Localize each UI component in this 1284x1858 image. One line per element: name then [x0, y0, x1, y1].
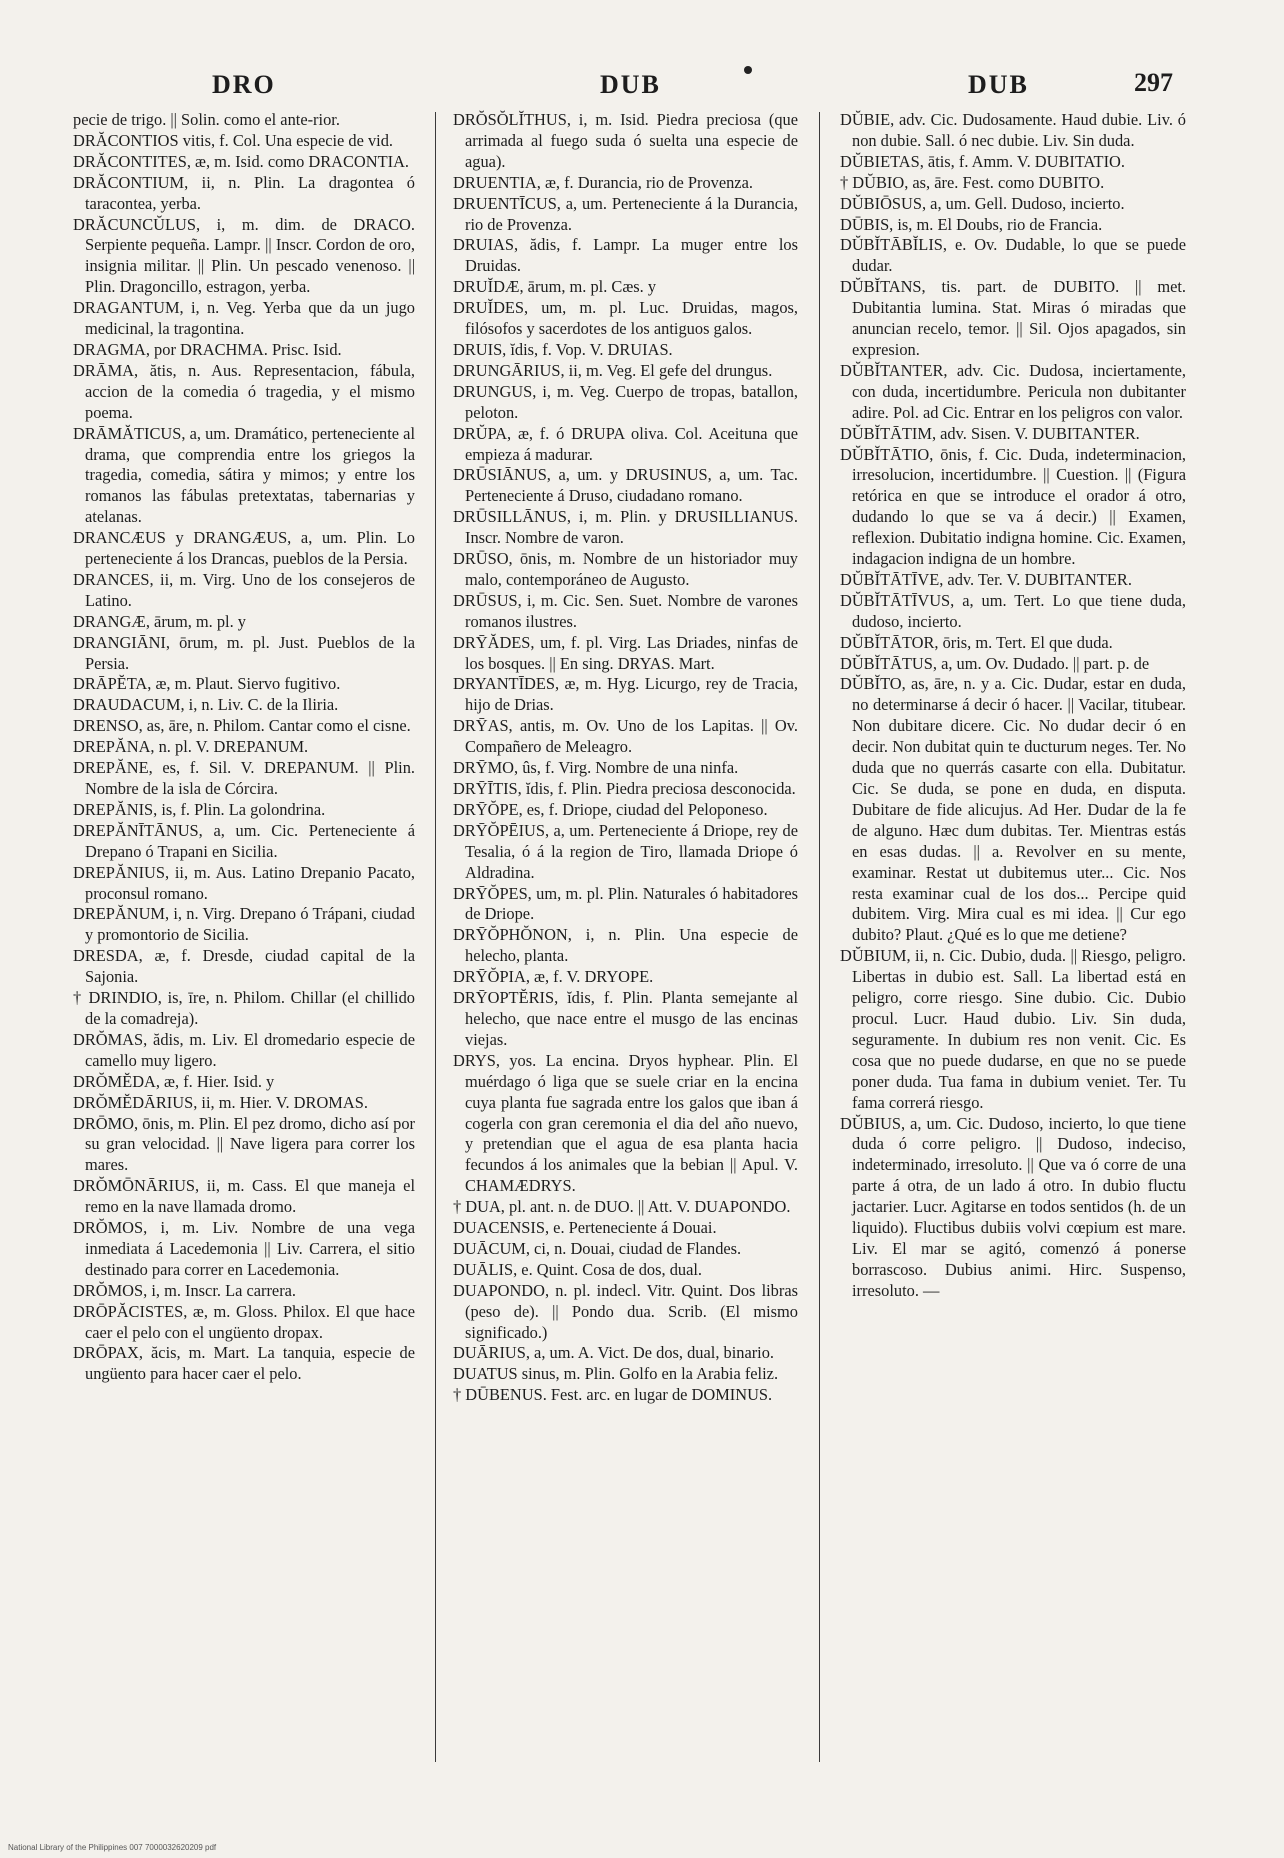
- dictionary-entry: DRYS, yos. La encina. Dryos hyphear. Plin. El muérdago ó liga que se suele criar en la encina cuya planta fue sagrada entre los galos que iban á cogerla con gran ceremonia el dia del año nuevo, y pretendian que el agua de esa planta hacia fecundos á los animales que la bebian || Apul. V. CHAMÆDRYS.: [453, 1050, 798, 1196]
- scan-credit: National Library of the Philippines 007 7000032620209 pdf: [8, 1843, 217, 1852]
- dictionary-entry: DRŎMOS, i, m. Liv. Nombre de una vega inmediata á Lacedemonia || Liv. Carrera, el sitio destinado para correr en Lacedemonia.: [73, 1218, 415, 1279]
- dictionary-entry: DREPĂNĪTĀNUS, a, um. Cic. Perteneciente á Drepano ó Trapani en Sicilia.: [73, 820, 415, 861]
- column-right: [840, 110, 1186, 1302]
- dictionary-entry: DRANGIĀNI, ōrum, m. pl. Just. Pueblos de la Persia.: [73, 632, 415, 673]
- dictionary-entry: DŬBĬTANS, tis. part. de DUBITO. || met. Dubitantia lumina. Stat. Miras ó miradas que anuncian recelo, temor. || Sil. Ojos apagados, sin expresion.: [840, 277, 1186, 359]
- column-divider: [435, 112, 436, 1762]
- dictionary-entry: DRŪSO, ōnis, m. Nombre de un historiador muy malo, contemporáneo de Augusto.: [453, 549, 798, 589]
- dictionary-entry: DRȲŎPHŎNON, i, n. Plin. Una especie de helecho, planta.: [453, 925, 798, 966]
- dictionary-entry: DRŎMAS, ădis, m. Liv. El dromedario especie de camello muy ligero.: [73, 1029, 415, 1070]
- dictionary-entry: DRĀMA, ătis, n. Aus. Representacion, fábula, accion de la comedia ó tragedia, y el mismo poema.: [73, 360, 415, 422]
- dictionary-entry: DŬBIUM, ii, n. Cic. Dubio, duda. || Riesgo, peligro. Libertas in dubio est. Sall. La libertad está en peligro, corre riesgo. Sine dubio. Cic. Dubio procul. Lucr. Haud dubio. Liv. Sin duda, seguramente. In dubium res non venit. Cic. Es cosa que no puede dudarse, en que no se puede poner duda. Tua fama in dubium veniet. Ter. Tu fama correrá riesgo.: [840, 946, 1186, 1112]
- dictionary-entry: DRŎMĔDA, æ, f. Hier. Isid. y: [73, 1071, 275, 1091]
- dictionary-entry: DRŌMO, ōnis, m. Plin. El pez dromo, dicho así por su gran velocidad. || Nave ligera para correr los mares.: [73, 1113, 415, 1175]
- dictionary-entry: DRUNGUS, i, m. Veg. Cuerpo de tropas, batallon, peloton.: [453, 381, 798, 422]
- dictionary-entry: DRŬPA, æ, f. ó DRUPA oliva. Col. Aceituna que empieza á madurar.: [453, 423, 798, 464]
- dictionary-entry: DRȲŎPIA, æ, f. V. DRYOPE.: [453, 967, 654, 987]
- dictionary-entry: DREPĂNE, es, f. Sil. V. DREPANUM. || Plin. Nombre de la isla de Córcira.: [73, 758, 415, 798]
- dictionary-entry: DUATUS sinus, m. Plin. Golfo en la Arabia feliz.: [453, 1364, 779, 1384]
- dictionary-entry: DŬBĬTĀTIM, adv. Sisen. V. DUBITANTER.: [840, 423, 1140, 443]
- page-number: 297: [1134, 68, 1173, 97]
- dictionary-entry: DREPĂNIS, is, f. Plin. La golondrina.: [73, 799, 326, 819]
- dictionary-entry: DRŌPĂCISTES, æ, m. Gloss. Philox. El que hace caer el pelo con el ungüento dropax.: [73, 1301, 415, 1342]
- dictionary-entry: DRȲŎPES, um, m. pl. Plin. Naturales ó habitadores de Driope.: [453, 883, 798, 924]
- column-divider: [819, 112, 820, 1762]
- dictionary-entry: DŬBĬTANTER, adv. Cic. Dudosa, inciertamente, con duda, incertidumbre. Pericula non dubitanter adire. Pol. ad Cic. Entrar en los peligros con valor.: [840, 360, 1186, 422]
- dictionary-entry: DUĀCUM, ci, n. Douai, ciudad de Flandes.: [453, 1238, 742, 1258]
- dictionary-entry: DRĂCONTIOS vitis, f. Col. Una especie de vid.: [73, 130, 394, 150]
- dictionary-entry: DŬBĬTĀTIO, ōnis, f. Cic. Duda, indeterminacion, irresolucion, incertidumbre. || Cuestion. || (Figura retórica en que se introduce el orador á otro, dudando lo que se va á decir.) || Examen, reflexion. Dubitatio indigna homine. Cic. Examen, indagacion indigna de un hombre.: [840, 444, 1186, 569]
- dictionary-entry: DUĀLIS, e. Quint. Cosa de dos, dual.: [453, 1259, 703, 1279]
- left-running-head: DRO: [212, 70, 276, 99]
- dictionary-entry: DRUENTIA, æ, f. Durancia, rio de Provenza.: [453, 172, 753, 192]
- dictionary-entry: DREPĂNUM, i, n. Virg. Drepano ó Trápani, ciudad y promontorio de Sicilia.: [73, 904, 415, 945]
- dictionary-entry: DŬBĬTĀTOR, ōris, m. Tert. El que duda.: [840, 632, 1113, 652]
- dictionary-entry: DRĂCONTIUM, ii, n. Plin. La dragontea ó taracontea, yerba.: [73, 172, 415, 213]
- dictionary-entry: DUAPONDO, n. pl. indecl. Vitr. Quint. Dos libras (peso de). || Pondo dua. Scrib. (El mismo significado.): [453, 1280, 798, 1342]
- dictionary-entry: DRŪSUS, i, m. Cic. Sen. Suet. Nombre de varones romanos ilustres.: [453, 590, 798, 631]
- dictionary-entry: DRȲAS, antis, m. Ov. Uno de los Lapitas. || Ov. Compañero de Meleagro.: [453, 716, 798, 757]
- dictionary-entry: DRUĬDÆ, ārum, m. pl. Cæs. y: [453, 277, 657, 297]
- dictionary-entry: DUACENSIS, e. Perteneciente á Douai.: [453, 1218, 717, 1238]
- dictionary-entry: DRUENTĪCUS, a, um. Perteneciente á la Durancia, rio de Provenza.: [453, 193, 798, 234]
- dictionary-entry: DŬBIE, adv. Cic. Dudosamente. Haud dubie. Liv. ó non dubie. Sall. ó nec dubie. Liv. Sin duda.: [840, 110, 1186, 150]
- dictionary-entry: DRȲĂDES, um, f. pl. Virg. Las Driades, ninfas de los bosques. || En sing. DRYAS. Mart.: [453, 632, 798, 673]
- dictionary-entry: DŬBIŌSUS, a, um. Gell. Dudoso, incierto.: [840, 193, 1125, 213]
- dictionary-entry: DRȲOPTĔRIS, ĭdis, f. Plin. Planta semejante al helecho, que nace entre el musgo de las encinas viejas.: [453, 988, 798, 1049]
- right-running-head: DUB: [968, 70, 1029, 99]
- dictionary-entry: DUĀRIUS, a, um. A. Vict. De dos, dual, binario.: [453, 1343, 775, 1363]
- dictionary-entry: DRȲĪTIS, ĭdis, f. Plin. Piedra preciosa desconocida.: [453, 779, 796, 798]
- dictionary-entry: † DŬBIO, as, āre. Fest. como DUBITO.: [840, 172, 1105, 192]
- dictionary-entry: DRĀPĔTA, æ, m. Plaut. Siervo fugitivo.: [73, 674, 341, 694]
- dictionary-entry: DŪBIS, is, m. El Doubs, rio de Francia.: [840, 214, 1103, 234]
- dictionary-entry: DRAUDACUM, i, n. Liv. C. de la Iliria.: [73, 695, 339, 715]
- dictionary-entry: DRŎMOS, i, m. Inscr. La carrera.: [73, 1280, 297, 1300]
- dictionary-entry: DRUĬDES, um, m. pl. Luc. Druidas, magos, filósofos y sacerdotes de los antiguos galos.: [453, 298, 798, 339]
- dictionary-entry: DRUIAS, ădis, f. Lampr. La muger entre los Druidas.: [453, 235, 798, 276]
- dictionary-entry: DREPĂNA, n. pl. V. DREPANUM.: [73, 737, 309, 757]
- dictionary-entry: † DUA, pl. ant. n. de DUO. || Att. V. DUAPONDO.: [453, 1197, 791, 1217]
- print-speck: [744, 66, 752, 74]
- dictionary-entry: DRANCÆUS y DRANGÆUS, a, um. Plin. Lo perteneciente á los Drancas, pueblos de la Persia.: [73, 528, 415, 569]
- dictionary-entry: DŬBĬTĀTĪVUS, a, um. Tert. Lo que tiene duda, dudoso, incierto.: [840, 590, 1186, 631]
- dictionary-entry: DŬBĬTO, as, āre, n. y a. Cic. Dudar, estar en duda, no determinarse á decir ó hacer. || Vacilar, titubear. Non dubitare dicere. Cic. No dudar decir ó en decir. Non dubitat quin te ducturum neges. Ter. No duda que no querrás casarte con ella. Dubitatur. Cic. Se duda, se pone en duda, en disputa. Dubitare de fide alicujus. Ad Her. Dudar de la fe de alguno. Hæc dum dubitas. Ter. Mientras estás en esas dudas. || a. Revolver en su mente, examinar. Restat ut dubitemus uter... Cic. Nos resta examinar cual de los dos... Percipe quid dubitem. Virg. Mira cual es mi idea. || Cur ego dubito? Plaut. ¿Qué es lo que me detiene?: [840, 674, 1186, 945]
- dictionary-entry: DRANGÆ, ārum, m. pl. y: [73, 611, 247, 631]
- dictionary-entry: pecie de trigo. || Solin. como el ante-rior.: [73, 110, 340, 129]
- dictionary-entry: DRENSO, as, āre, n. Philom. Cantar como el cisne.: [73, 716, 411, 736]
- dictionary-entry: DRAGANTUM, i, n. Veg. Yerba que da un jugo medicinal, la tragontina.: [73, 298, 415, 339]
- dictionary-entry: DRESDA, æ, f. Dresde, ciudad capital de la Sajonia.: [73, 946, 415, 987]
- dictionary-entry: DRŪSIĀNUS, a, um. y DRUSINUS, a, um. Tac. Perteneciente á Druso, ciudadano romano.: [453, 465, 798, 506]
- dictionary-entry: DRANCES, ii, m. Virg. Uno de los consejeros de Latino.: [73, 569, 415, 610]
- column-middle: [453, 110, 798, 1406]
- column-left: [73, 110, 415, 1385]
- dictionary-entry: DŬBĬTĀTUS, a, um. Ov. Dudado. || part. p. de: [840, 653, 1150, 673]
- center-running-head: DUB: [600, 70, 661, 99]
- dictionary-entry: DRAGMA, por DRACHMA. Prisc. Isid.: [73, 339, 342, 359]
- dictionary-entry: DRȲŎPĒIUS, a, um. Perteneciente á Driope, rey de Tesalia, ó á la region de Tiro, llamada Driope ó Aldradina.: [453, 820, 798, 882]
- dictionary-entry: DŬBĬTĀBĬLIS, e. Ov. Dudable, lo que se puede dudar.: [840, 235, 1186, 276]
- dictionary-entry: DŬBĬTĀTĪVE, adv. Ter. V. DUBITANTER.: [840, 569, 1132, 589]
- dictionary-entry: † DŪBENUS. Fest. arc. en lugar de DOMINUS.: [453, 1385, 773, 1405]
- dictionary-entry: DRȲMO, ûs, f. Virg. Nombre de una ninfa.: [453, 758, 739, 778]
- dictionary-entry: DŬBIETAS, ātis, f. Amm. V. DUBITATIO.: [840, 151, 1125, 171]
- dictionary-entry: DRĂCUNCŬLUS, i, m. dim. de DRACO. Serpiente pequeña. Lampr. || Inscr. Cordon de oro, insignia militar. || Plin. Un pescado venenoso. || Plin. Dragoncillo, estragon, yerba.: [73, 214, 415, 297]
- dictionary-entry: DRŎMŌNĀRIUS, ii, m. Cass. El que maneja el remo en la nave llamada dromo.: [73, 1176, 415, 1217]
- dictionary-entry: DRĂCONTITES, æ, m. Isid. como DRACONTIA.: [73, 151, 409, 171]
- dictionary-entry: DREPĂNIUS, ii, m. Aus. Latino Drepanio Pacato, proconsul romano.: [73, 862, 415, 903]
- dictionary-entry: DRUIS, ĭdis, f. Vop. V. DRUIAS.: [453, 339, 673, 359]
- dictionary-entry: DRUNGĀRIUS, ii, m. Veg. El gefe del drungus.: [453, 360, 773, 380]
- dictionary-entry: DRȲŎPE, es, f. Driope, ciudad del Peloponeso.: [453, 799, 768, 819]
- dictionary-entry: DRŌPAX, ăcis, m. Mart. La tanquia, especie de ungüento para hacer caer el pelo.: [73, 1343, 415, 1384]
- dictionary-entry: † DRINDIO, is, īre, n. Philom. Chillar (el chillido de la comadreja).: [73, 988, 415, 1028]
- dictionary-entry: DRŎMĔDĀRIUS, ii, m. Hier. V. DROMAS.: [73, 1092, 368, 1112]
- dictionary-entry: DRŎSŎLĬTHUS, i, m. Isid. Piedra preciosa (que arrimada al fuego suda ó suelta una especie de agua).: [453, 110, 798, 171]
- dictionary-entry: DRĀMĂTICUS, a, um. Dramático, perteneciente al drama, que comprendia entre los griegos la tragedia, comedia, sátira y mimos; y entre los romanos las fábulas pretextatas, tabernarias y atelanas.: [73, 423, 415, 527]
- dictionary-entry: DŬBIUS, a, um. Cic. Dudoso, incierto, lo que tiene duda ó corre peligro. || Dudoso, indeciso, indeterminado, irresoluto. || Que va ó corre de una parte á otra, de un lado á otro. In dubio fluctu jactarier. Lucr. Agitarse en todos sentidos (h. de un liquido). Fluctibus dubiis volvi cœpium est mare. Liv. El mar se agitó, comenzó á ponerse borrascoso. Dubius animi. Hirc. Suspenso, irresoluto. —: [840, 1113, 1186, 1300]
- dictionary-entry: DRŪSILLĀNUS, i, m. Plin. y DRUSILLIANUS. Inscr. Nombre de varon.: [453, 507, 798, 548]
- dictionary-entry: DRYANTĪDES, æ, m. Hyg. Licurgo, rey de Tracia, hijo de Drias.: [453, 674, 798, 715]
